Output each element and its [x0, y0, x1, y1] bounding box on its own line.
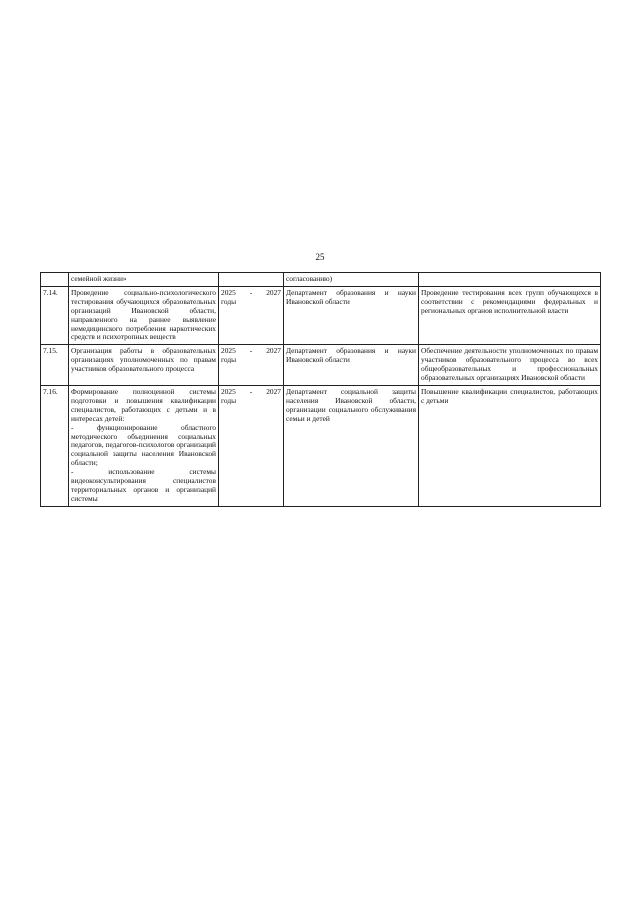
period-cell: [219, 345, 284, 386]
row-number: 7.14.: [41, 286, 69, 344]
period-dash: -: [249, 346, 253, 356]
period-dash: -: [249, 287, 253, 297]
result-cell: Проведение тестирования всех групп обучающихся в соответствии с рекомендациями федеральных и региональных органов исполнительной власти: [419, 286, 601, 344]
row-number: 7.16.: [41, 385, 69, 506]
period-unit: годы: [221, 355, 237, 365]
period-dash: -: [249, 386, 253, 396]
table-row: [41, 286, 601, 344]
table-row: [41, 385, 601, 506]
measure-text: Организация работы в образовательных организациях уполномоченных по правам участников образовательного процесса: [71, 346, 216, 374]
result-cell: Повышение квалификации специалистов, работающих с детьми: [419, 385, 601, 506]
measure-cell: [69, 385, 219, 506]
measure-cell: [69, 345, 219, 386]
period-unit: годы: [221, 296, 237, 306]
period-end: 2027: [266, 346, 281, 356]
responsible-cell: Департамент образования и науки Ивановской области: [284, 286, 419, 344]
responsible-cell: Департамент социальной защиты населения Ивановской области, организации социального обслуживания семьи и детей: [284, 385, 419, 506]
period-cell: [219, 286, 284, 344]
period-start: 2025: [221, 346, 236, 356]
period-start: 2025: [221, 386, 236, 396]
responsible-cell: Департамент образования и науки Ивановской области: [284, 345, 419, 386]
period-end: 2027: [266, 386, 281, 396]
result-cell: Обеспечение деятельности уполномоченных по правам участников образовательного процесса во всех общеобразовательных и профессиональных образовательных организациях Ивановской области: [419, 345, 601, 386]
result-cell: [419, 273, 601, 287]
measure-cell: [69, 286, 219, 344]
table-row-continuation: [41, 273, 601, 287]
period-end: 2027: [266, 287, 281, 297]
measure-sub-item: - использование системы видеоконсультирования специалистов территориальных органов и организаций системы: [71, 467, 216, 503]
period-start: 2025: [221, 287, 236, 297]
num-cell: [41, 273, 69, 287]
measure-text: Формирование полноценной системы подготовки и повышения квалификации специалистов, работающих с детьми и в интересах детей:: [71, 386, 216, 423]
period-cell: [219, 273, 284, 287]
period-cell: [219, 385, 284, 506]
measure-sub-item: - функционирование областного методического объединения социальных педагогов, педагогов-психологов организаций социальной защиты населения Ивановской области;: [71, 422, 216, 468]
table-row: [41, 345, 601, 386]
measure-text: Проведение социально-психологического тестирования обучающихся образовательных организаций Ивановской области, направленного на раннее выявление немедицинского потребления наркотических средств и психотропных веществ: [71, 287, 216, 342]
period-unit: годы: [221, 395, 237, 405]
responsible-cell: согласованию): [284, 273, 419, 287]
measure-cell: семейной жизни»: [69, 273, 219, 287]
page-number: 25: [315, 252, 325, 262]
measures-table: [40, 272, 601, 507]
row-number: 7.15.: [41, 345, 69, 386]
